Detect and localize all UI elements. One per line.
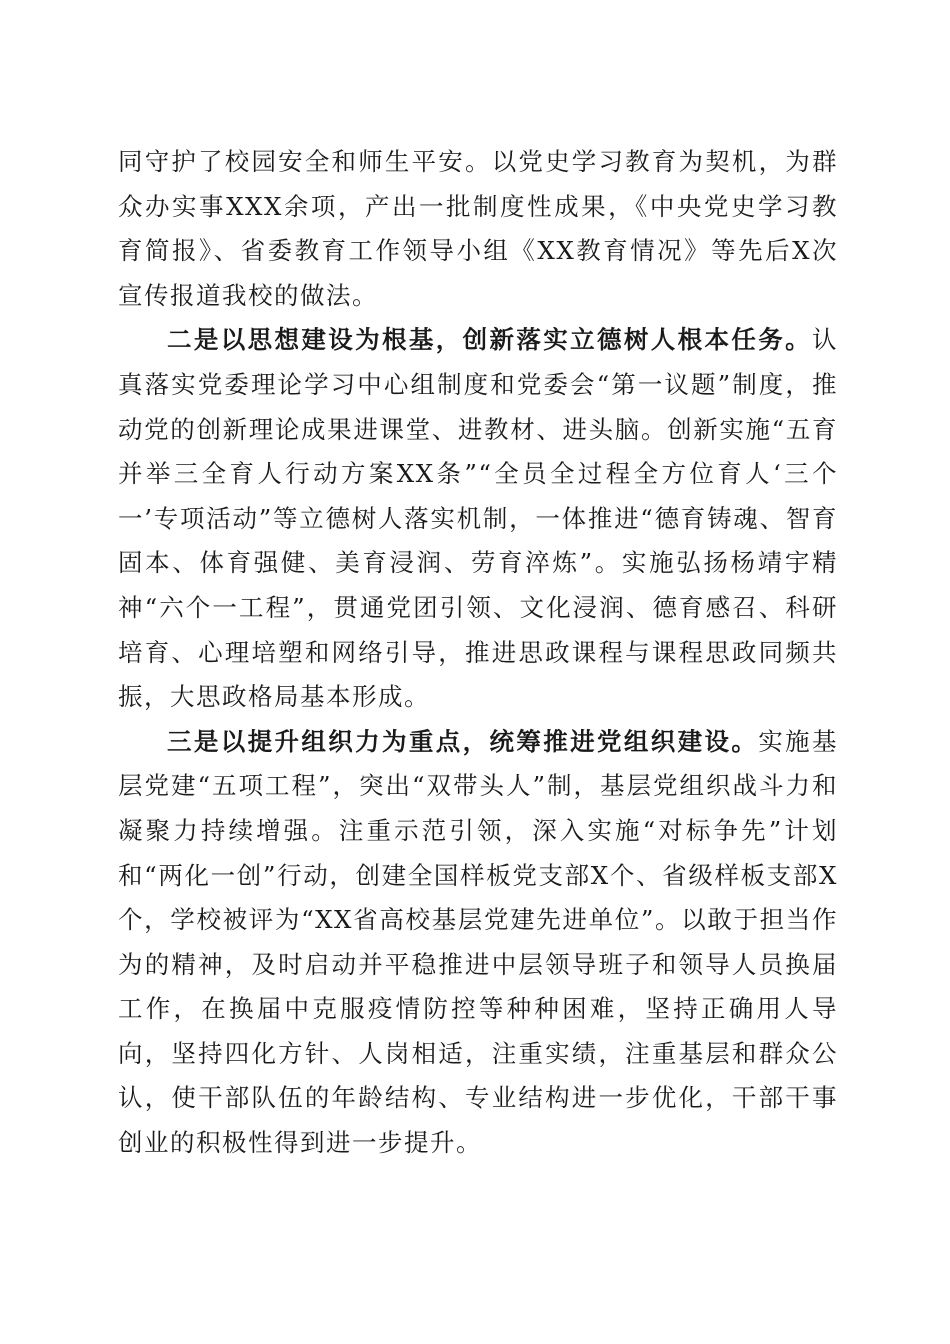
paragraph-text: 同守护了校园安全和师生平安。以党史学习教育为契机，为群众办实事XXX余项，产出一批制度性成果，《中央党史学习教育简报》、省委教育工作领导小组《XX教育情况》等先后X次宣传报道我校的做法。 [118, 147, 838, 310]
paragraph-organization [118, 720, 838, 1166]
paragraph-text: 认真落实党委理论学习中心组制度和党委会“第一议题”制度，推动党的创新理论成果进课堂、进教材、进头脑。创新实施“五育并举三全育人行动方案XX条”“全员全过程全方位育人‘三个一’专项活动”等立德树人落实机制，一体推进“德育铸魂、智育固本、体育强健、美育浸润、劳育淬炼”。实施弘扬杨靖宇精神“六个一工程”，贯通党团引领、文化浸润、德育感召、科研培育、心理培塑和网络引导，推进思政课程与课程思政同频共振，大思政格局基本形成。 [118, 325, 838, 712]
document-body [118, 140, 838, 1166]
paragraph-text: 实施基层党建“五项工程”，突出“双带头人”制，基层党组织战斗力和凝聚力持续增强。注重示范引领，深入实施“对标争先”计划和“两化一创”行动，创建全国样板党支部X个、省级样板支部X个，学校被评为“XX省高校基层党建先进单位”。以敢于担当作为的精神，及时启动并平稳推进中层领导班子和领导人员换届工作，在换届中克服疫情防控等种种困难，坚持正确用人导向，坚持四化方针、人岗相适，注重实绩，注重基层和群众公认，使干部队伍的年龄结构、专业结构进一步优化，干部干事创业的积极性得到进一步提升。 [118, 726, 838, 1158]
paragraph-continuation [118, 140, 838, 318]
paragraph-lead: 三是以提升组织力为重点，统筹推进党组织建设。 [167, 726, 759, 756]
paragraph-ideology [118, 318, 838, 719]
paragraph-lead: 二是以思想建设为根基，创新落实立德树人根本任务。 [167, 325, 812, 355]
